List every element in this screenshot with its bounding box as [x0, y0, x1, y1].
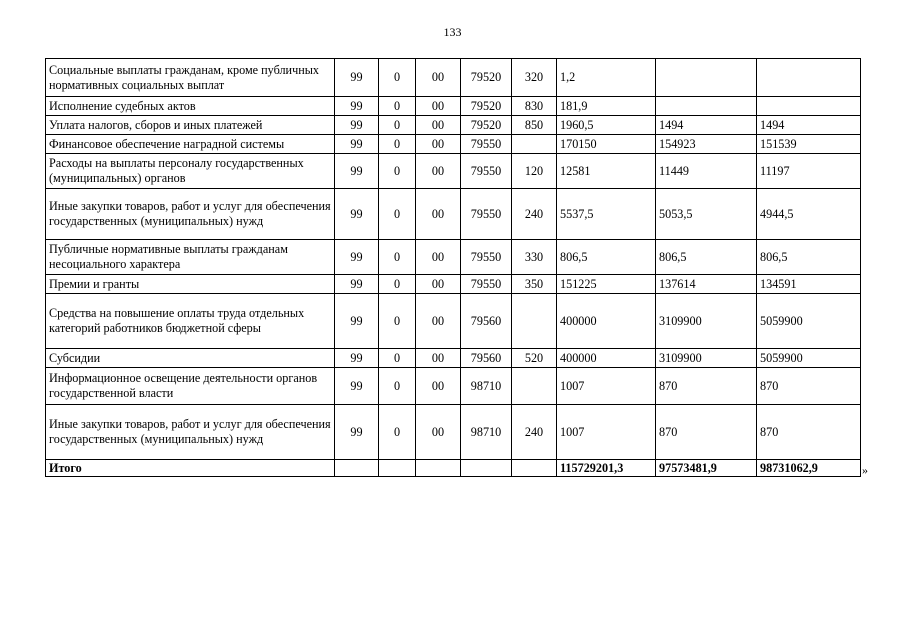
code-cell: 0	[379, 59, 416, 97]
code-cell: 0	[379, 240, 416, 275]
code-cell: 79550	[461, 135, 512, 154]
amount-cell: 1007	[557, 405, 656, 460]
row-name: Финансовое обеспечение наградной системы	[46, 135, 335, 154]
code-cell: 830	[512, 97, 557, 116]
code-cell: 0	[379, 349, 416, 368]
code-cell: 98710	[461, 368, 512, 405]
amount-cell	[656, 59, 757, 97]
amount-cell: 11197	[757, 154, 861, 189]
row-name: Уплата налогов, сборов и иных платежей	[46, 116, 335, 135]
row-name: Информационное освещение деятельности органов государственной власти	[46, 368, 335, 405]
table-row	[46, 275, 861, 294]
code-cell: 320	[512, 59, 557, 97]
row-name: Исполнение судебных актов	[46, 97, 335, 116]
amount-cell: 170150	[557, 135, 656, 154]
amount-cell: 5537,5	[557, 189, 656, 240]
table-row	[46, 189, 861, 240]
code-cell: 00	[416, 368, 461, 405]
closing-quote-mark: »	[862, 463, 868, 477]
code-cell: 79520	[461, 59, 512, 97]
amount-cell	[757, 59, 861, 97]
amount-cell: 806,5	[757, 240, 861, 275]
code-cell: 99	[335, 240, 379, 275]
code-cell	[512, 368, 557, 405]
code-cell: 99	[335, 405, 379, 460]
code-cell: 330	[512, 240, 557, 275]
code-cell: 79550	[461, 189, 512, 240]
code-cell: 350	[512, 275, 557, 294]
amount-cell: 400000	[557, 294, 656, 349]
amount-cell: 3109900	[656, 294, 757, 349]
code-cell: 00	[416, 240, 461, 275]
amount-cell: 5053,5	[656, 189, 757, 240]
amount-cell: 870	[656, 368, 757, 405]
amount-cell: 11449	[656, 154, 757, 189]
code-cell: 99	[335, 154, 379, 189]
code-cell: 79550	[461, 275, 512, 294]
amount-cell: 806,5	[656, 240, 757, 275]
amount-cell: 154923	[656, 135, 757, 154]
code-cell: 99	[335, 349, 379, 368]
row-name: Иные закупки товаров, работ и услуг для обеспечения государственных (муниципальных) нужд	[46, 405, 335, 460]
code-cell: 79550	[461, 154, 512, 189]
table-row	[46, 59, 861, 97]
row-name: Расходы на выплаты персоналу государственных (муниципальных) органов	[46, 154, 335, 189]
empty-cell	[512, 460, 557, 477]
code-cell: 00	[416, 349, 461, 368]
code-cell: 00	[416, 294, 461, 349]
code-cell: 99	[335, 275, 379, 294]
amount-cell: 1494	[757, 116, 861, 135]
amount-cell: 134591	[757, 275, 861, 294]
code-cell: 0	[379, 368, 416, 405]
empty-cell	[379, 460, 416, 477]
amount-cell	[656, 97, 757, 116]
amount-cell	[757, 97, 861, 116]
code-cell: 79520	[461, 116, 512, 135]
amount-cell: 870	[757, 405, 861, 460]
total-amount: 115729201,3	[557, 460, 656, 477]
code-cell: 240	[512, 405, 557, 460]
code-cell: 0	[379, 189, 416, 240]
empty-cell	[335, 460, 379, 477]
row-name: Премии и гранты	[46, 275, 335, 294]
code-cell: 00	[416, 135, 461, 154]
table-row	[46, 135, 861, 154]
code-cell: 00	[416, 97, 461, 116]
code-cell	[512, 135, 557, 154]
code-cell: 99	[335, 135, 379, 154]
table-row	[46, 349, 861, 368]
code-cell: 98710	[461, 405, 512, 460]
amount-cell: 5059900	[757, 294, 861, 349]
code-cell: 0	[379, 275, 416, 294]
row-name: Средства на повышение оплаты труда отдельных категорий работников бюджетной сферы	[46, 294, 335, 349]
code-cell: 0	[379, 294, 416, 349]
amount-cell: 1960,5	[557, 116, 656, 135]
code-cell: 99	[335, 189, 379, 240]
code-cell: 520	[512, 349, 557, 368]
code-cell: 0	[379, 97, 416, 116]
table-row	[46, 116, 861, 135]
row-name: Публичные нормативные выплаты гражданам несоциального характера	[46, 240, 335, 275]
code-cell: 00	[416, 405, 461, 460]
table-row	[46, 154, 861, 189]
code-cell: 00	[416, 154, 461, 189]
total-row	[46, 460, 861, 477]
code-cell: 99	[335, 97, 379, 116]
code-cell: 00	[416, 275, 461, 294]
code-cell: 99	[335, 368, 379, 405]
code-cell: 00	[416, 59, 461, 97]
code-cell: 79550	[461, 240, 512, 275]
code-cell: 240	[512, 189, 557, 240]
code-cell: 0	[379, 116, 416, 135]
code-cell	[512, 294, 557, 349]
row-name: Социальные выплаты гражданам, кроме публичных нормативных социальных выплат	[46, 59, 335, 97]
total-label: Итого	[46, 460, 335, 477]
amount-cell: 1007	[557, 368, 656, 405]
empty-cell	[461, 460, 512, 477]
amount-cell: 5059900	[757, 349, 861, 368]
table-row	[46, 405, 861, 460]
amount-cell: 3109900	[656, 349, 757, 368]
code-cell: 120	[512, 154, 557, 189]
amount-cell: 400000	[557, 349, 656, 368]
code-cell: 79560	[461, 349, 512, 368]
table-row	[46, 240, 861, 275]
amount-cell: 137614	[656, 275, 757, 294]
amount-cell: 151225	[557, 275, 656, 294]
table-row	[46, 294, 861, 349]
code-cell: 850	[512, 116, 557, 135]
budget-table	[45, 58, 861, 477]
code-cell: 79520	[461, 97, 512, 116]
code-cell: 0	[379, 405, 416, 460]
amount-cell: 4944,5	[757, 189, 861, 240]
amount-cell: 151539	[757, 135, 861, 154]
amount-cell: 806,5	[557, 240, 656, 275]
row-name: Субсидии	[46, 349, 335, 368]
code-cell: 99	[335, 116, 379, 135]
amount-cell: 870	[656, 405, 757, 460]
total-amount: 98731062,9	[757, 460, 861, 477]
table-row	[46, 368, 861, 405]
amount-cell: 1,2	[557, 59, 656, 97]
code-cell: 0	[379, 135, 416, 154]
total-amount: 97573481,9	[656, 460, 757, 477]
code-cell: 0	[379, 154, 416, 189]
code-cell: 00	[416, 116, 461, 135]
code-cell: 99	[335, 59, 379, 97]
page-number: 133	[443, 25, 462, 39]
row-name: Иные закупки товаров, работ и услуг для обеспечения государственных (муниципальных) нужд	[46, 189, 335, 240]
empty-cell	[416, 460, 461, 477]
code-cell: 00	[416, 189, 461, 240]
amount-cell: 181,9	[557, 97, 656, 116]
code-cell: 79560	[461, 294, 512, 349]
amount-cell: 12581	[557, 154, 656, 189]
code-cell: 99	[335, 294, 379, 349]
amount-cell: 1494	[656, 116, 757, 135]
table-row	[46, 97, 861, 116]
amount-cell: 870	[757, 368, 861, 405]
